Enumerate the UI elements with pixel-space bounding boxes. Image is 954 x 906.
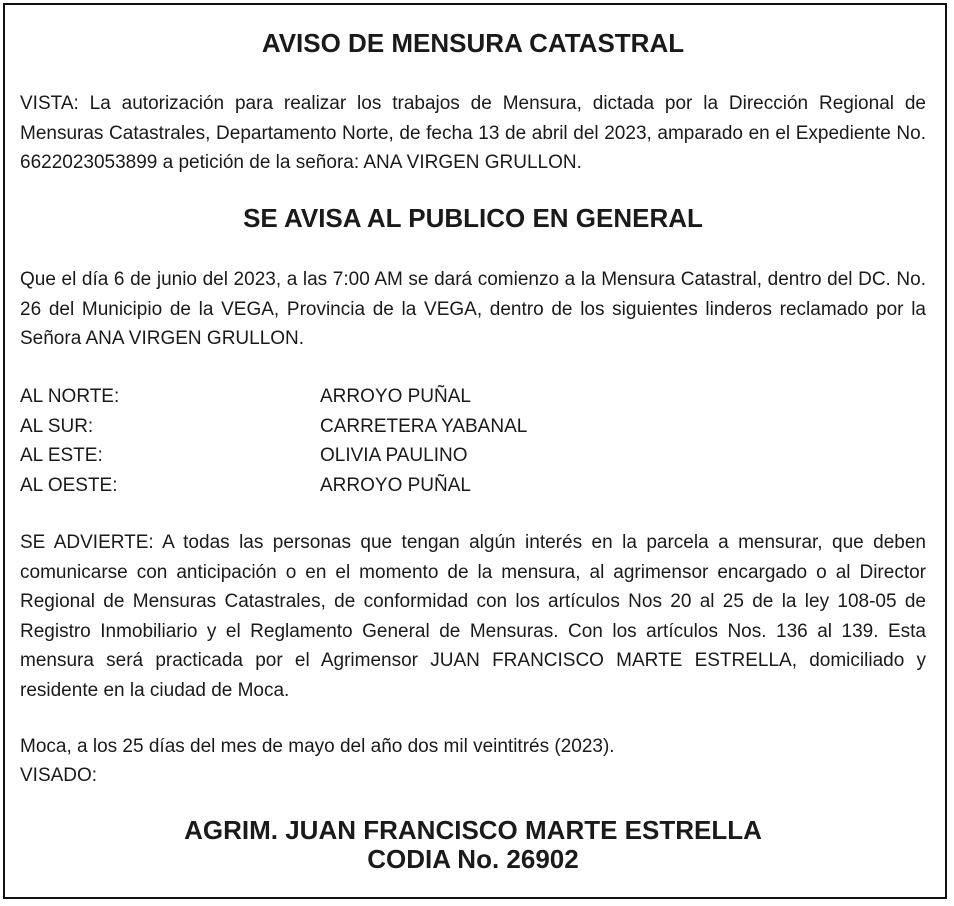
lindero-row-oeste [20,471,926,501]
intro-paragraph: Que el día 6 de junio del 2023, a las 7:00 AM se dará comienzo a la Mensura Catastral, dentro del DC. No. 26 del Municipio de la VEGA, Provincia de la VEGA, dentro de los siguientes linderos reclamado por la Señora ANA VIRGEN GRULLON. [20,269,926,349]
vista-paragraph: VISTA: La autorización para realizar los trabajos de Mensura, dictada por la Dirección Regional de Mensuras Catastrales, Departamento Norte, de fecha 13 de abril del 2023, amparado en el Expediente No. 6622023053899 a petición de la señora: ANA VIRGEN GRULLON. [20,93,926,173]
lindero-value: OLIVIA PAULINO [320,445,468,466]
date-line: Moca, a los 25 días del mes de mayo del año dos mil veintitrés (2023). [20,736,615,757]
signature-codia: CODIA No. 26902 [367,844,579,874]
lindero-direction: AL NORTE: [20,386,120,407]
lindero-row-sur [20,412,926,442]
notice-title: AVISO DE MENSURA CATASTRAL [261,28,685,58]
advierte-paragraph: SE ADVIERTE: A todas las personas que tengan algún interés en la parcela a mensurar, que deben comunicarse con anticipación o en el momento de la mensura, al agrimensor encargado o al Director Regional de Mensuras Catastrales, de conformidad con los artículos Nos 20 al 25 de la ley 108-05 de Registro Inmobiliario y el Reglamento General de Mensuras. Con los artículos Nos. 136 al 139. Esta mensura será practicada por el Agrimensor JUAN FRANCISCO MARTE ESTRELLA, domiciliado y residente en la ciudad de Moca. [20,532,926,701]
lindero-direction: AL OESTE: [20,474,118,496]
visado-label: VISADO: [20,765,98,786]
linderos-list [20,382,926,500]
lindero-direction: AL SUR: [20,415,94,437]
lindero-direction: AL ESTE: [20,445,103,466]
lindero-value: CARRETERA YABANAL [320,415,528,437]
lindero-row-norte [20,382,926,412]
lindero-row-este [20,441,926,471]
lindero-value: ARROYO PUÑAL [320,386,471,407]
notice-subtitle: SE AVISA AL PUBLICO EN GENERAL [243,203,703,233]
signature-name: AGRIM. JUAN FRANCISCO MARTE ESTRELLA [184,815,762,845]
lindero-value: ARROYO PUÑAL [320,474,471,496]
